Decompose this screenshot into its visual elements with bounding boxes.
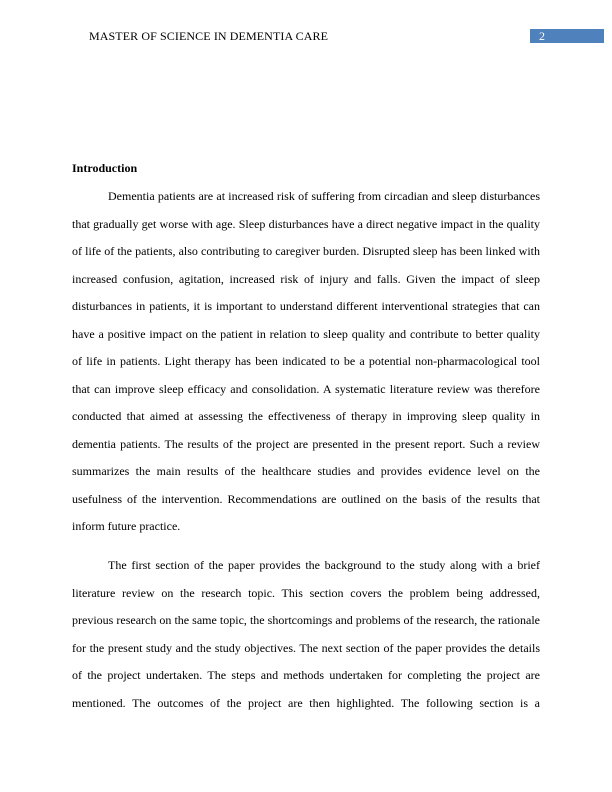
paragraph-line: of life of the patients, also contributing to caregiver burden. Disrupted sleep has been linked with [72,244,540,258]
paragraph-line: Dementia patients are at increased risk of suffering from circadian and sleep disturbances [108,189,540,203]
paragraph-2 [72,552,540,717]
paragraph-line: that can improve sleep efficacy and consolidation. A systematic literature review was therefore [72,381,540,396]
running-head: MASTER OF SCIENCE IN DEMENTIA CARE [89,29,329,43]
paragraph-line: of life in patients. Light therapy has been indicated to be a potential non-pharmacological tool [72,354,540,368]
paragraph-line: mentioned. The outcomes of the project are then highlighted. The following section is a [72,695,540,710]
paragraph-line: inform future practice. [72,519,181,533]
paragraph-line: have a positive impact on the patient in relation to sleep quality and contribute to better quality [72,326,540,341]
paragraph-line: for the present study and the study objectives. The next section of the paper provides the details [72,640,540,655]
paragraph-line: literature review on the research topic. This section covers the problem being addressed, [72,585,540,600]
paragraph-line: of the project undertaken. The steps and methods undertaken for completing the project are [72,668,540,682]
paragraph-line: summarizes the main results of the healthcare studies and provides evidence level on the [72,464,540,478]
paragraph-line: usefulness of the intervention. Recommendations are outlined on the basis of the results that [72,491,540,506]
page-number: 2 [530,29,604,43]
paragraph-line: conducted that aimed at assessing the effectiveness of therapy in improving sleep quality in [72,409,540,423]
paragraph-line: disturbances in patients, it is important to understand different interventional strategies that can [72,299,540,313]
paragraph-1 [72,183,540,541]
paragraph-line: that gradually get worse with age. Sleep disturbances have a direct negative impact in the quality [72,216,540,231]
paragraph-line: dementia patients. The results of the project are presented in the present report. Such a review [72,436,540,451]
section-heading: Introduction [72,161,138,175]
paragraph-line: previous research on the same topic, the shortcomings and problems of the research, the rationale [72,613,540,627]
paragraph-line: The first section of the paper provides the background to the study along with a brief [108,558,540,572]
paragraph-line: increased confusion, agitation, increased risk of injury and falls. Given the impact of sleep [72,271,540,286]
